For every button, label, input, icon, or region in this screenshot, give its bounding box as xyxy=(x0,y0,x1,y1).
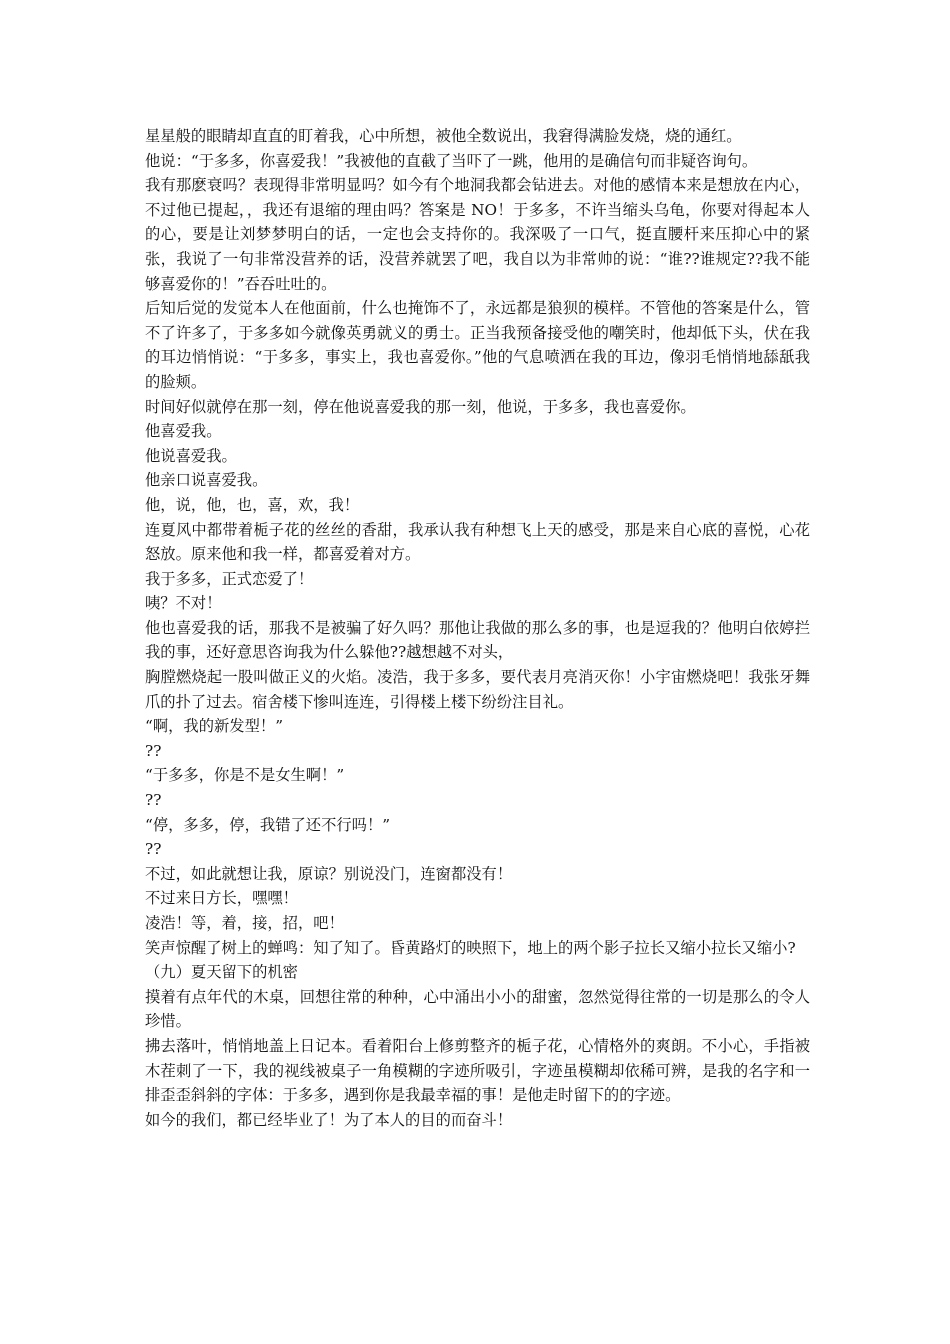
ellipsis-line: ?? xyxy=(145,840,162,859)
paragraph: 我于多多，正式恋爱了！ xyxy=(145,569,314,588)
paragraph: 不过来日方长，嘿嘿！ xyxy=(145,889,298,908)
paragraph: 时间好似就停在那一刻，停在他说喜爱我的那一刻，他说，于多多，我也喜爱你。 xyxy=(145,397,696,416)
paragraph: 咦？不对！ xyxy=(145,594,222,613)
paragraph: 拂去落叶，悄悄地盖上日记本。看着阳台上修剪整齐的栀子花，心情格外的爽朗。不小心，手指被木茬刺了一下，我的视线被桌子一角模糊的字迹所吸引，字迹虽模糊却依稀可辨，是我的名字和一排歪歪斜斜的字体：于多多，遇到你是我最幸福的事！是他走时留下的的字迹。 xyxy=(145,1036,810,1105)
dialogue-line: “啊，我的新发型！” xyxy=(145,717,284,736)
paragraph: 如今的我们，都已经毕业了！为了本人的目的而奋斗！ xyxy=(145,1110,513,1129)
paragraph: 凌浩！等，着，接，招，吧！ xyxy=(145,914,344,932)
dialogue-line: “停，多多，停，我错了还不行吗！” xyxy=(145,815,391,834)
paragraph: 我有那麽衰吗？表现得非常明显吗？如今有个地洞我都会钻进去。对他的感情本来是想放在内心，不过他已提起，，我还有退缩的理由吗？答案是 NO！于多多，不许当缩头乌龟，你要对得起本人的心，要是让刘梦梦明白的话，一定也会支持你的。我深吸了一口气，挺直腰杆来压抑心中的紧张，我说了一句非常没营养的话，没营养就罢了吧，我自以为非常帅的说：“谁??谁规定??我不能够喜爱你的！”吞吞吐吐的。 xyxy=(145,176,810,293)
paragraph: 他亲口说喜爱我。 xyxy=(145,471,268,490)
paragraph: 胸膛燃烧起一股叫做正义的火焰。凌浩，我于多多，要代表月亮消灭你！小宇宙燃烧吧！我张牙舞爪的扑了过去。宿舍楼下惨叫连连，引得楼上楼下纷纷注目礼。 xyxy=(145,668,810,711)
paragraph: 他说：“于多多，你喜爱我！”我被他的直截了当吓了一跳，他用的是确信句而非疑咨询句。 xyxy=(145,151,758,170)
paragraph: 笑声惊醒了树上的蝉鸣：知了知了。昏黄路灯的映照下，地上的两个影子拉长又缩小拉长又缩小? xyxy=(145,938,796,957)
paragraph: 他也喜爱我的话，那我不是被骗了好久吗？那他让我做的那么多的事，也是逗我的？他明白依婷拦我的事，还好意思咨询我为什么躲他??越想越不对头， xyxy=(145,618,810,662)
ellipsis-line: ?? xyxy=(145,791,162,810)
paragraph: 他，说，他，也，喜，欢，我！ xyxy=(145,495,360,514)
paragraph: 不过，如此就想让我，原谅？别说没门，连窗都没有！ xyxy=(145,864,513,883)
paragraph: 他喜爱我。 xyxy=(145,422,222,441)
ellipsis-line: ?? xyxy=(145,741,162,760)
dialogue-line: “于多多，你是不是女生啊！” xyxy=(145,766,345,785)
paragraph: 他说喜爱我。 xyxy=(145,446,237,465)
section-heading: （九）夏天留下的机密 xyxy=(145,963,298,982)
paragraph: 后知后觉的发觉本人在他面前，什么也掩饰不了，永远都是狼狈的模样。不管他的答案是什么，管不了许多了，于多多如今就像英勇就义的勇士。正当我预备接受他的嘲笑时，他却低下头，伏在我的耳边悄悄说：“于多多，事实上，我也喜爱你。”他的气息喷洒在我的耳边，像羽毛悄悄地舔舐我的脸颊。 xyxy=(145,299,810,391)
paragraph: 摸着有点年代的木桌，回想往常的种种，心中涌出小小的甜蜜，忽然觉得往常的一切是那么的令人珍惜。 xyxy=(145,987,810,1031)
paragraph: 星星般的眼睛却直直的盯着我，心中所想，被他全数说出，我窘得满脸发烧，烧的通红。 xyxy=(145,127,742,145)
document-body xyxy=(145,124,810,1132)
paragraph: 连夏风中都带着栀子花的丝丝的香甜，我承认我有种想飞上天的感受，那是来自心底的喜悦，心花怒放。原来他和我一样，都喜爱着对方。 xyxy=(145,520,810,564)
